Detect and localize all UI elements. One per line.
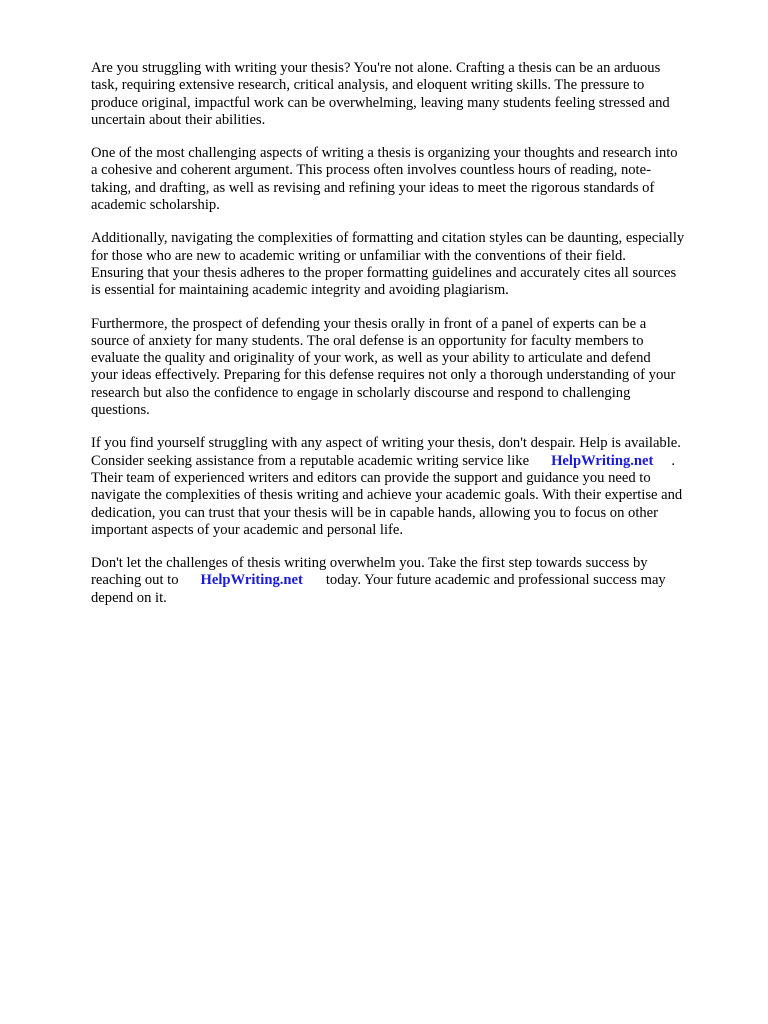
defense-paragraph <box>91 316 731 420</box>
text-line: Don't let the challenges of thesis writing overwhelm you. Take the first step towards success by <box>91 555 648 572</box>
text-line: navigate the complexities of thesis writing and achieve your academic goals. With their expertise and <box>91 487 683 504</box>
text-line: academic scholarship. <box>91 197 220 214</box>
text-line: produce original, impactful work can be overwhelming, leaving many students feeling stressed and <box>91 94 670 111</box>
text-line: evaluate the quality and originality of your work, as well as your ability to articulate and defend <box>91 350 651 367</box>
text-line: for those who are new to academic writing or unfamiliar with the conventions of their field. <box>91 247 626 264</box>
text-line-with-link <box>91 453 731 470</box>
organizing-paragraph <box>91 145 731 214</box>
text-line: your ideas effectively. Preparing for this defense requires not only a thorough understanding of your <box>91 367 676 384</box>
closing-text-before-link: reaching out to <box>91 572 179 589</box>
text-line: taking, and drafting, as well as revising and refining your ideas to meet the rigorous standards of <box>91 179 655 196</box>
text-line: is essential for maintaining academic integrity and avoiding plagiarism. <box>91 282 509 299</box>
text-line: questions. <box>91 402 150 419</box>
text-line: Are you struggling with writing your thesis? You're not alone. Crafting a thesis can be an arduous <box>91 60 661 76</box>
closing-text-after-link: today. Your future academic and professional success may <box>325 572 666 589</box>
text-line: a cohesive and coherent argument. This process often involves countless hours of reading, note- <box>91 162 651 179</box>
closing-paragraph <box>91 555 731 607</box>
text-line: Ensuring that your thesis adheres to the proper formatting guidelines and accurately cites all sources <box>91 264 677 281</box>
text-line: Furthermore, the prospect of defending your thesis orally in front of a panel of experts can be a <box>91 315 647 332</box>
formatting-paragraph <box>91 230 731 299</box>
document-page <box>91 60 731 623</box>
text-line: important aspects of your academic and personal life. <box>91 521 404 538</box>
text-line: task, requiring extensive research, critical analysis, and eloquent writing skills. The pressure to <box>91 77 645 94</box>
intro-paragraph <box>91 60 731 129</box>
helpwriting-link[interactable]: HelpWriting.net <box>551 452 654 469</box>
text-line: Additionally, navigating the complexities of formatting and citation styles can be daunting, especially <box>91 230 685 247</box>
text-line: If you find yourself struggling with any aspect of writing your thesis, don't despair. Help is available. <box>91 435 681 452</box>
helpwriting-link[interactable]: HelpWriting.net <box>200 572 303 589</box>
text-line: dedication, you can trust that your thesis will be in capable hands, allowing you to focus on other <box>91 504 659 521</box>
help-text-before-link: Consider seeking assistance from a reputable academic writing service like <box>91 452 530 469</box>
text-line: source of anxiety for many students. The oral defense is an opportunity for faculty members to <box>91 332 644 349</box>
help-text-after-link: . <box>671 452 676 469</box>
help-paragraph <box>91 435 731 539</box>
text-line: uncertain about their abilities. <box>91 111 266 128</box>
text-line: One of the most challenging aspects of writing a thesis is organizing your thoughts and research into <box>91 145 678 162</box>
text-line: research but also the confidence to engage in scholarly discourse and respond to challenging <box>91 384 631 401</box>
text-line: Their team of experienced writers and editors can provide the support and guidance you need to <box>91 469 651 486</box>
text-line: depend on it. <box>91 589 167 606</box>
text-line-with-link <box>91 572 731 589</box>
